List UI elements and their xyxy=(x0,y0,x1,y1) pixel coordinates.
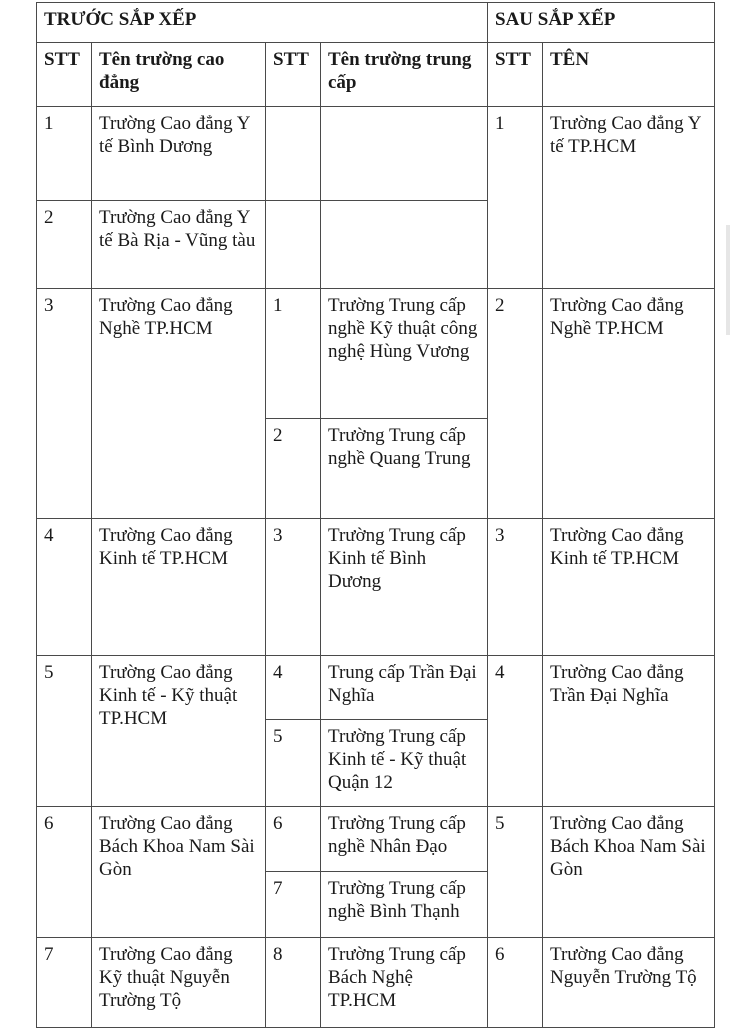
intermediate-stt xyxy=(266,201,321,289)
after-stt: 6 xyxy=(488,938,543,1028)
intermediate-name: Trường Trung cấp nghề Bình Thạnh xyxy=(321,872,488,938)
header-stt-college: STT xyxy=(37,43,92,107)
college-name: Trường Cao đẳng Bách Khoa Nam Sài Gòn xyxy=(92,807,266,938)
after-name: Trường Cao đẳng Y tế TP.HCM xyxy=(543,107,715,289)
intermediate-name: Trường Trung cấp nghề Kỹ thuật công nghệ Hùng Vương xyxy=(321,289,488,419)
header-intermediate-name: Tên trường trung cấp xyxy=(321,43,488,107)
header-stt-after: STT xyxy=(488,43,543,107)
intermediate-stt: 1 xyxy=(266,289,321,419)
header-name-after: TÊN xyxy=(543,43,715,107)
school-merger-table xyxy=(36,2,715,1028)
intermediate-stt: 6 xyxy=(266,807,321,872)
header-stt-intermediate: STT xyxy=(266,43,321,107)
table-row xyxy=(37,107,715,201)
intermediate-stt: 5 xyxy=(266,720,321,807)
after-stt: 1 xyxy=(488,107,543,289)
college-name: Trường Cao đẳng Kinh tế - Kỹ thuật TP.HCM xyxy=(92,656,266,807)
intermediate-name: Trung cấp Trần Đại Nghĩa xyxy=(321,656,488,720)
after-stt: 2 xyxy=(488,289,543,519)
college-name: Trường Cao đẳng Y tế Bình Dương xyxy=(92,107,266,201)
table-row xyxy=(37,519,715,656)
table-row xyxy=(37,656,715,720)
college-name: Trường Cao đẳng Kinh tế TP.HCM xyxy=(92,519,266,656)
intermediate-name xyxy=(321,107,488,201)
intermediate-stt xyxy=(266,107,321,201)
college-stt: 1 xyxy=(37,107,92,201)
header-college-name: Tên trường cao đẳng xyxy=(92,43,266,107)
after-name: Trường Cao đẳng Kinh tế TP.HCM xyxy=(543,519,715,656)
after-stt: 4 xyxy=(488,656,543,807)
college-stt: 6 xyxy=(37,807,92,938)
header-after-arrangement: SAU SẮP XẾP xyxy=(488,3,715,43)
college-stt: 5 xyxy=(37,656,92,807)
college-name: Trường Cao đẳng Y tế Bà Rịa - Vũng tàu xyxy=(92,201,266,289)
intermediate-name: Trường Trung cấp Kinh tế Bình Dương xyxy=(321,519,488,656)
table-row xyxy=(37,807,715,872)
college-name: Trường Cao đẳng Kỹ thuật Nguyễn Trường Tộ xyxy=(92,938,266,1028)
college-stt: 7 xyxy=(37,938,92,1028)
after-name: Trường Cao đẳng Nghề TP.HCM xyxy=(543,289,715,519)
after-name: Trường Cao đẳng Trần Đại Nghĩa xyxy=(543,656,715,807)
college-stt: 3 xyxy=(37,289,92,519)
intermediate-name: Trường Trung cấp nghề Nhân Đạo xyxy=(321,807,488,872)
after-name: Trường Cao đẳng Bách Khoa Nam Sài Gòn xyxy=(543,807,715,938)
intermediate-name: Trường Trung cấp nghề Quang Trung xyxy=(321,419,488,519)
college-stt: 4 xyxy=(37,519,92,656)
intermediate-name: Trường Trung cấp Bách Nghệ TP.HCM xyxy=(321,938,488,1028)
intermediate-stt: 7 xyxy=(266,872,321,938)
header-before-arrangement: TRƯỚC SẮP XẾP xyxy=(37,3,488,43)
intermediate-name xyxy=(321,201,488,289)
page-edge-mark xyxy=(726,225,730,335)
intermediate-stt: 4 xyxy=(266,656,321,720)
intermediate-stt: 3 xyxy=(266,519,321,656)
table-row xyxy=(37,938,715,1028)
table-row xyxy=(37,289,715,419)
college-stt: 2 xyxy=(37,201,92,289)
intermediate-name: Trường Trung cấp Kinh tế - Kỹ thuật Quận 12 xyxy=(321,720,488,807)
after-name: Trường Cao đẳng Nguyễn Trường Tộ xyxy=(543,938,715,1028)
college-name: Trường Cao đẳng Nghề TP.HCM xyxy=(92,289,266,519)
after-stt: 5 xyxy=(488,807,543,938)
intermediate-stt: 8 xyxy=(266,938,321,1028)
intermediate-stt: 2 xyxy=(266,419,321,519)
after-stt: 3 xyxy=(488,519,543,656)
